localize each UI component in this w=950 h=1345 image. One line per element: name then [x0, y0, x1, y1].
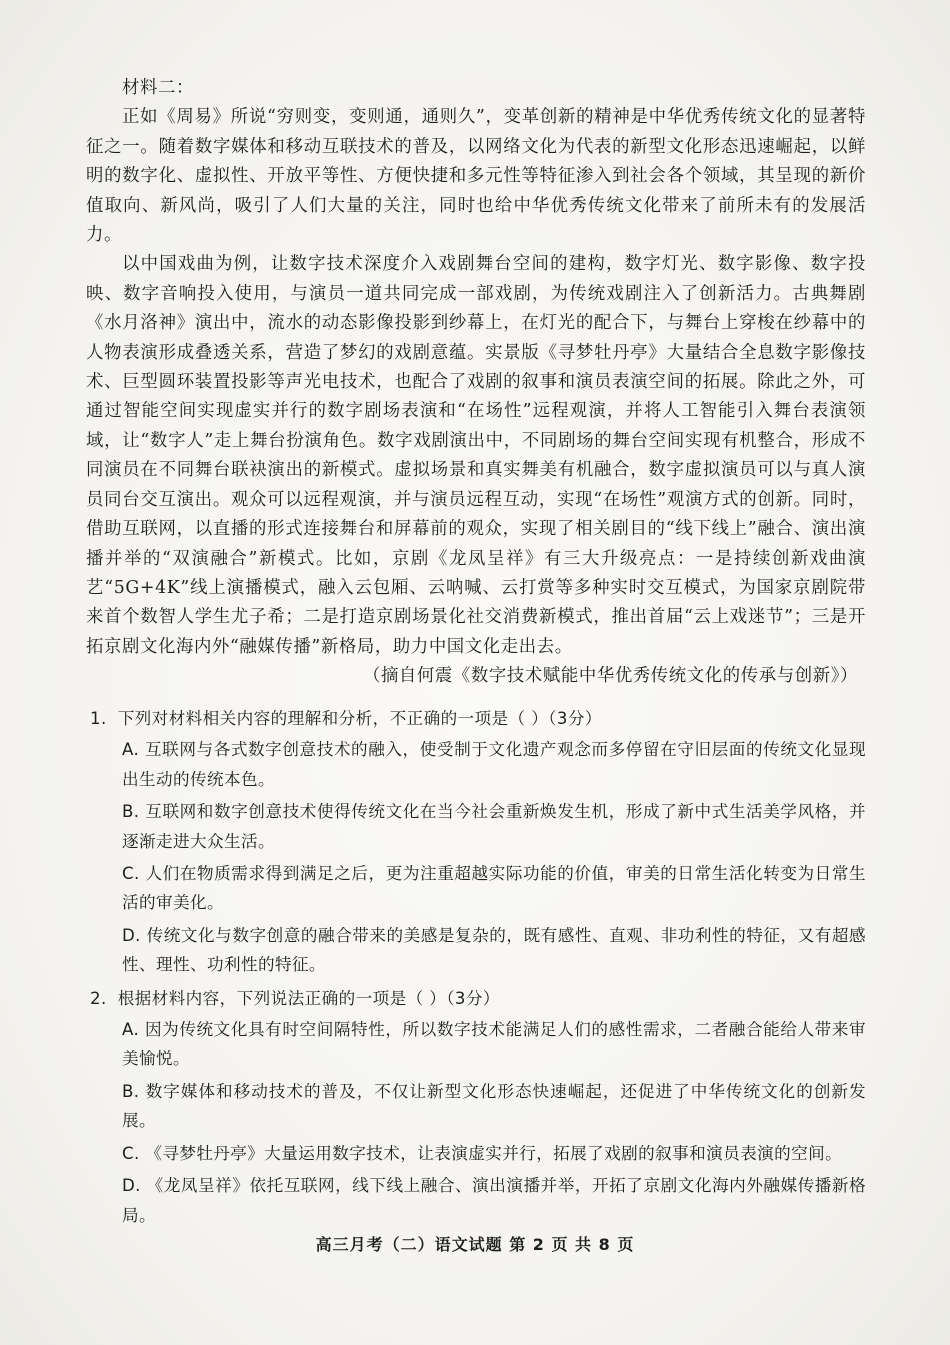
question-number: 2.: [90, 988, 107, 1008]
option-b: B. 互联网和数字创意技术使得传统文化在当今社会重新焕发生机，形成了新中式生活美学风格，并逐渐走进大众生活。: [122, 802, 866, 851]
question-stem: [86, 704, 866, 733]
question-text: 根据材料内容，下列说法正确的一项是（ ）（3分）: [117, 988, 500, 1008]
option-c: C. 《寻梦牡丹亭》大量运用数字技术，让表演虚实并行，拓展了戏剧的叙事和演员表演的空间。: [122, 1143, 843, 1163]
reading-material: [86, 74, 866, 692]
option-c: C. 人们在物质需求得到满足之后，更为注重超越实际功能的价值，审美的日常生活化转变为日常生活的审美化。: [122, 864, 866, 913]
question-number: 1.: [90, 709, 107, 728]
material-paragraph: 正如《周易》所说“穷则变，变则通，通则久”，变革创新的精神是中华优秀传统文化的显著特征之一。随着数字媒体和移动互联技术的普及，以网络文化为代表的新型文化形态迅速崛起，以鲜明的数字化、虚拟性、开放平等性、方便快捷和多元性等特征渗入到社会各个领域，其呈现的新价值取向、新风尚，吸引了人们大量的关注，同时也给中华优秀传统文化带来了前所未有的发展活力。: [86, 107, 866, 246]
question-1: [86, 704, 866, 980]
option-d: D. 传统文化与数字创意的融合带来的美感是复杂的，既有感性、直观、非功利性的特征，又有超感性、理性、功利性的特征。: [122, 925, 866, 975]
question-section: [86, 704, 866, 1233]
option-d: D. 《龙凤呈祥》依托互联网，线下线上融合、演出演播并举，开拓了京剧文化海内外融媒传播新格局。: [122, 1176, 866, 1225]
question-stem: [86, 984, 866, 1013]
material-heading: 材料二：: [122, 78, 194, 98]
material-paragraph: 以中国戏曲为例，让数字技术深度介入戏剧舞台空间的建构，数字灯光、数字影像、数字投映、数字音响投入使用，与演员一道共同完成一部戏剧，为传统戏剧注入了创新活力。古典舞剧《水月洛神》演出中，流水的动态影像投影到纱幕上，在灯光的配合下，与舞台上穿梭在纱幕中的人物表演形成叠透关系，营造了梦幻的戏剧意蕴。实景版《寻梦牡丹亭》大量结合全息数字影像技术、巨型圆环装置投影等声光电技术，也配合了戏剧的叙事和演员表演空间的拓展。除此之外，可通过智能空间实现虚实并行的数字剧场表演和“在场性”远程观演，并将人工智能引入舞台表演领域，让“数字人”走上舞台扮演角色。数字戏剧演出中，不同剧场的舞台空间实现有机整合，形成不同演员在不同舞台联袂演出的新模式。虚拟场景和真实舞美有机融合，数字虚拟演员可以与真人演员同台交互演出。观众可以远程观演，并与演员远程互动，实现“在场性”观演方式的创新。同时，借助互联网，以直播的形式连接舞台和屏幕前的观众，实现了相关剧目的“线下线上”融合、演出演播并举的“双演融合”新模式。比如，京剧《龙凤呈祥》有三大升级亮点：一是持续创新戏曲演艺“5G+4K”线上演播模式，融入云包厢、云呐喊、云打赏等多种实时交互模式，为国家京剧院带来首个数智人学生尤子希；二是打造京剧场景化社交消费新模式，推出首届“云上戏迷节”；三是开拓京剧文化海内外“融媒传播”新格局，助力中国文化走出去。: [86, 254, 866, 657]
material-source: （摘自何震《数字技术赋能中华优秀传统文化的传承与创新》）: [362, 666, 858, 687]
question-text: 下列对材料相关内容的理解和分析，不正确的一项是（ ）（3分）: [117, 709, 602, 728]
option-a: A. 互联网与各式数字创意技术的融入，使受制于文化遗产观念而多停留在守旧层面的传统文化显现出生动的传统本色。: [122, 740, 866, 789]
option-b: B. 数字媒体和移动技术的普及，不仅让新型文化形态快速崛起，还促进了中华传统文化的创新发展。: [122, 1081, 866, 1131]
option-a: A. 因为传统文化具有时空间隔特性，所以数字技术能满足人们的感性需求，二者融合能给人带来审美愉悦。: [122, 1020, 866, 1069]
question-2: [86, 984, 866, 1230]
page-footer: 高三月考（二）语文试题 第 2 页 共 8 页: [315, 1235, 635, 1254]
